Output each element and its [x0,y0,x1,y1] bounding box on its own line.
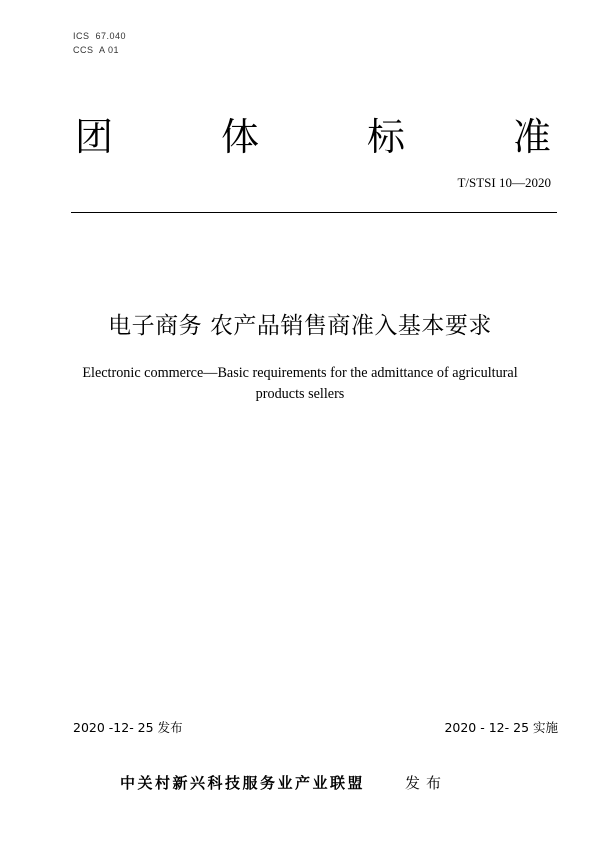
issue-date: 2020 -12- 25 发布 [73,720,183,735]
english-title: Electronic commerce—Basic requirements for the admittance of agricultural products sellers [82,365,518,402]
implementation-date: 2020 - 12- 25 实施 [444,720,558,735]
ics-code: ICS 67.040 [73,31,127,41]
standard-number: T/STSI 10—2020 [457,175,551,190]
standard-type-char: 体 [220,115,259,159]
standard-type-char: 准 [512,115,551,159]
publisher [120,773,447,793]
standard-type-char: 标 [366,115,405,159]
publisher-organization: 中关村新兴科技服务业产业联盟 [120,774,366,792]
classification-codes [73,29,126,57]
chinese-title: 电子商务 农产品销售商准入基本要求 [108,313,492,339]
publisher-action: 发布 [405,774,448,792]
standard-type-heading [75,112,551,162]
standard-type-char: 团 [75,115,114,159]
ccs-code: CCS A 01 [73,45,120,55]
header-divider [71,212,557,213]
